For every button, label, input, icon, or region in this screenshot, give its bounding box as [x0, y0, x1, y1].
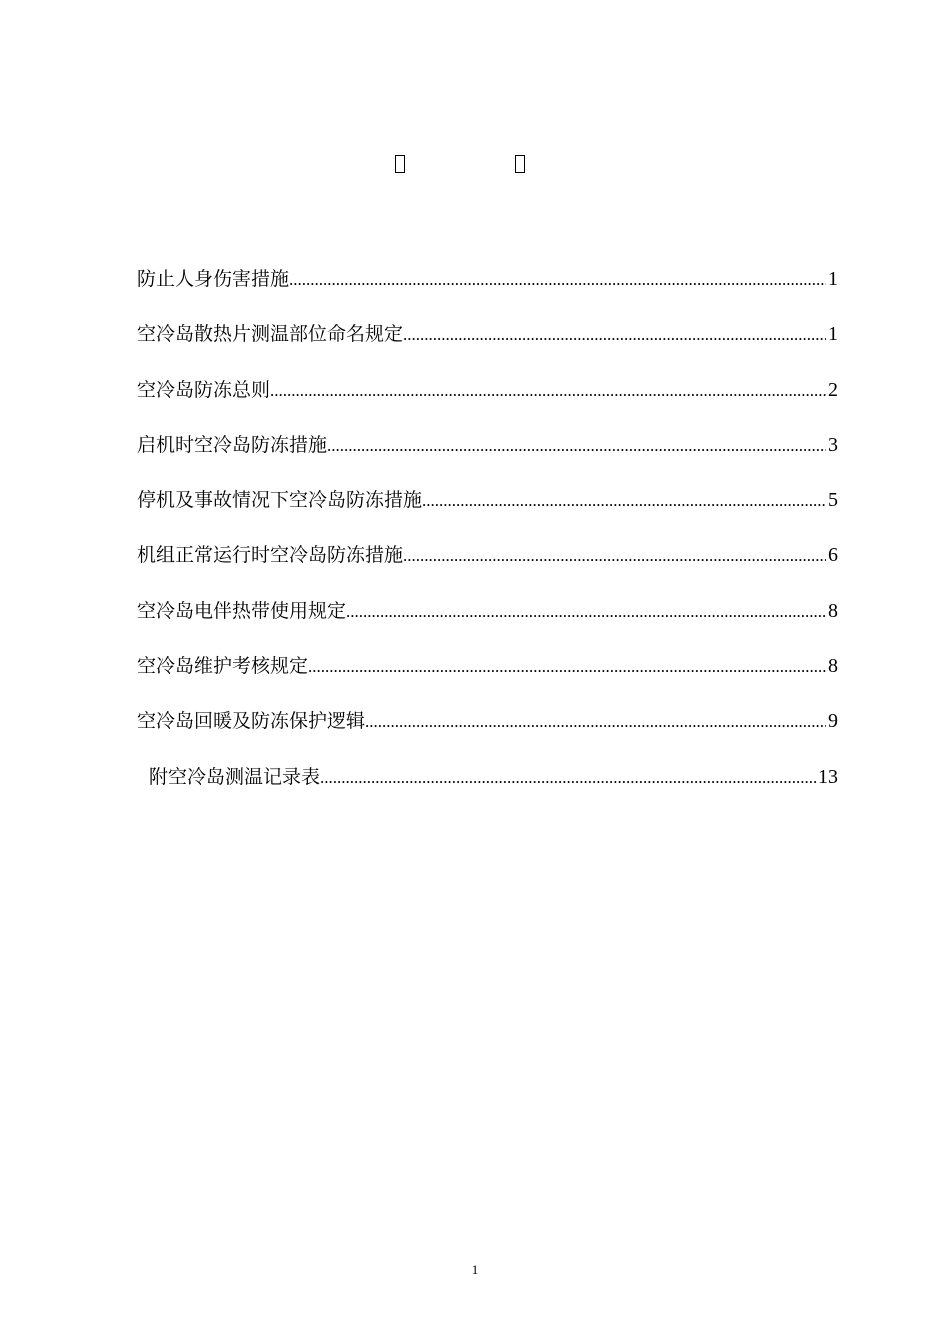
- toc-entry[interactable]: [137, 704, 838, 759]
- toc-entry[interactable]: [137, 373, 838, 428]
- toc-entry-page: 9: [828, 710, 838, 733]
- toc-entry-label: 空冷岛防冻总则: [137, 378, 271, 401]
- toc-entry-label: 空冷岛回暖及防冻保护逻辑: [137, 710, 366, 733]
- toc-entry-page: 1: [828, 268, 838, 290]
- toc-entry-page: 8: [828, 599, 838, 622]
- toc-entry[interactable]: [137, 483, 838, 538]
- toc-entry-page: 5: [828, 489, 838, 512]
- toc-dot-leader: [270, 374, 826, 408]
- table-of-contents: [137, 262, 838, 815]
- toc-entry-label: 空冷岛维护考核规定: [137, 655, 309, 678]
- toc-entry-page: 2: [828, 378, 838, 401]
- toc-entry[interactable]: [137, 594, 838, 649]
- toc-entry-page: 13: [818, 765, 838, 788]
- toc-dot-leader: [403, 539, 826, 573]
- toc-dot-leader: [422, 484, 826, 518]
- toc-title: [395, 150, 525, 178]
- toc-entry[interactable]: [137, 262, 838, 317]
- toc-entry[interactable]: [137, 317, 838, 372]
- toc-dot-leader: [346, 595, 826, 629]
- toc-entry-label: 空冷岛散热片测温部位命名规定: [137, 323, 404, 346]
- toc-entry-label: 空冷岛电伴热带使用规定: [137, 599, 347, 622]
- title-glyph-missing-2: [515, 155, 525, 173]
- title-glyph-missing-1: [395, 155, 405, 173]
- toc-entry-label: 机组正常运行时空冷岛防冻措施: [137, 544, 404, 567]
- toc-entry-page: 6: [828, 544, 838, 567]
- toc-dot-leader: [403, 318, 826, 352]
- toc-entry-page: 8: [828, 655, 838, 678]
- toc-entry[interactable]: [137, 649, 838, 704]
- toc-entry[interactable]: [137, 428, 838, 483]
- toc-entry-page: 3: [828, 433, 838, 456]
- toc-entry[interactable]: [137, 760, 838, 815]
- toc-entry-label: 启机时空冷岛防冻措施: [137, 433, 328, 456]
- toc-entry-page: 1: [828, 323, 838, 346]
- toc-dot-leader: [365, 705, 826, 739]
- toc-entry-label: 防止人身伤害措施: [137, 268, 290, 290]
- toc-entry[interactable]: [137, 538, 838, 593]
- toc-dot-leader: [308, 650, 826, 684]
- toc-dot-leader: [289, 263, 826, 297]
- toc-entry-label: 停机及事故情况下空冷岛防冻措施: [137, 489, 423, 512]
- page-number: 1: [471, 1262, 479, 1277]
- toc-dot-leader: [327, 429, 826, 463]
- toc-entry-label: 附空冷岛测温记录表: [149, 765, 321, 788]
- toc-dot-leader: [320, 761, 816, 795]
